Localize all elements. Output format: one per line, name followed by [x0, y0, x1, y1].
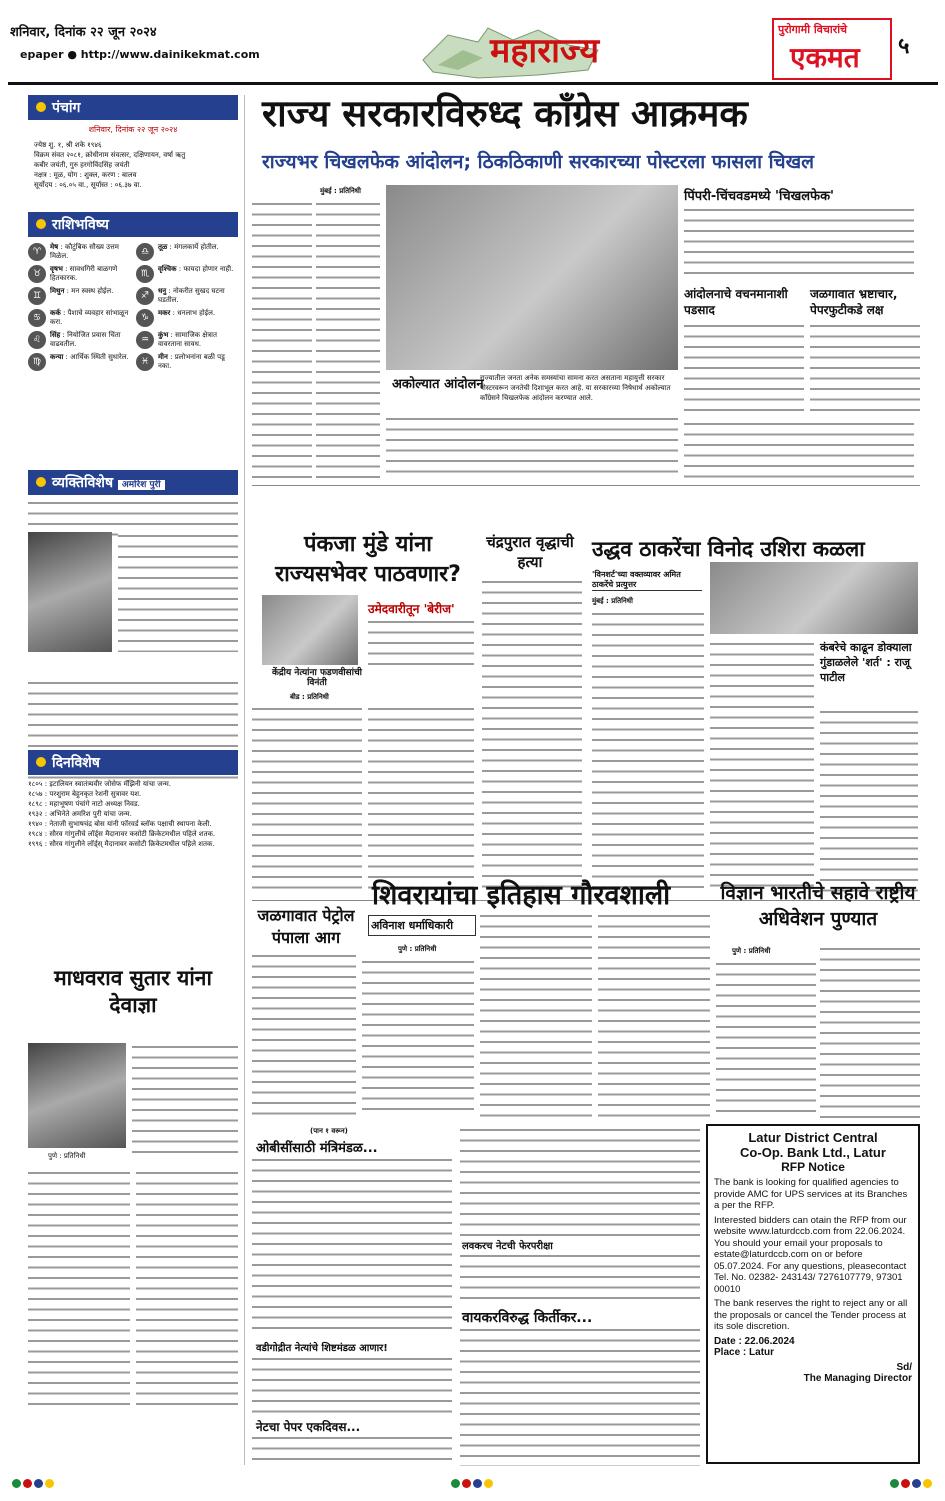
shivaray-text-1 — [362, 958, 474, 1118]
panchang-item: नक्षत्र : मूळ, योग : शुक्ल, करण : बालव — [34, 171, 137, 179]
petrol-headline: जळगावात पेट्रोल पंपाला आग — [257, 906, 355, 947]
zodiac-icon: ♑ — [136, 309, 154, 327]
registration-dot — [890, 1479, 899, 1488]
dinvishesh-item: १९३२ : अभिनेते अमरिश पुरी यांचा जन्म. — [28, 810, 132, 818]
obc-sub2: नेटचा पेपर एकदिवस... — [256, 1420, 361, 1434]
registration-dot — [901, 1479, 910, 1488]
dinvishesh-item: १९८४ : सौरव गांगुलीचे लॉर्ड्स मैदानावर कसोटी क्रिकेटमधील पहिले शतक. — [28, 830, 216, 838]
ad-title-2: Co-Op. Bank Ltd., Latur — [740, 1145, 886, 1160]
obc-text-6 — [460, 1326, 700, 1466]
obc-text-4 — [460, 1126, 700, 1236]
footer-registration-marks — [12, 1478, 932, 1488]
rashi-item: ♊ मिथुन : मन स्वस्थ होईल. — [28, 287, 130, 305]
dinvishesh-heading: दिनविशेष — [28, 750, 238, 775]
paper-name: एकमत — [790, 41, 860, 74]
raju-patil-text — [820, 708, 918, 894]
zodiac-icon: ♒ — [136, 331, 154, 349]
section-rule — [252, 485, 920, 486]
panchang-item: विक्रम संवत २०८१, क्रोधीनाम संवत्सर, दक्षिणायन, वर्षा ऋतु — [34, 151, 186, 159]
ad-para-3: The bank reserves the right to reject any or all the proposals or cancel the Tender process at its sole discretion. — [714, 1298, 908, 1332]
obc-text-2 — [252, 1355, 452, 1415]
registration-dot — [912, 1479, 921, 1488]
obituary-section — [28, 965, 238, 1160]
shivaray-text-3 — [598, 912, 710, 1118]
registration-dot — [923, 1479, 932, 1488]
rashi-item: ♌ सिंह : नियोजित प्रवास चिंता वाढवतील. — [28, 331, 130, 349]
shivaray-text-2 — [480, 912, 592, 1118]
sun-icon — [36, 102, 46, 112]
pankaja-kicker-text — [368, 618, 474, 666]
paper-tagline: पुरोगामी विचारांचे — [778, 23, 848, 36]
dinvishesh-section — [28, 750, 238, 849]
panchang-date: शनिवार, दिनांक २२ जून २०२४ — [88, 125, 178, 134]
rashi-item: ♉ वृषभ : सावधगिरी बाळगणे हितकारक. — [28, 265, 130, 283]
rashi-item: ♐ धनु : नोकरीत सुखद घटना घडतील. — [136, 287, 238, 305]
pankaja-text-2 — [368, 705, 474, 895]
registration-dot — [484, 1479, 493, 1488]
shivaray-byline: पुणे : प्रतिनिधी — [398, 945, 437, 953]
dinvishesh-item: १९४० : नेताजी सुभाषचंद्र बोस यांनी फॉरवर्ड ब्लॉक पक्षाची स्थापना केली. — [28, 820, 212, 828]
column-divider — [244, 95, 245, 1465]
photo-caption: राज्यातील जनता अनेक समस्यांचा सामना करत असताना महायुत्ती सरकार पोस्टरवरून जनतेची दिशाभूल करत आहे. या सरकारच्या निषेधार्थ अकोल्यात काँग्रेसने चिखलफेक आंदोलन करण्यात आले. — [480, 374, 671, 402]
uddhav-text-2 — [710, 640, 814, 894]
bank-rfp-ad — [706, 1124, 920, 1464]
chandrapur-text — [482, 578, 582, 894]
registration-dot-group — [12, 1479, 54, 1488]
page-number: ५ — [898, 34, 910, 59]
politicians-photo — [710, 562, 918, 634]
panchang-heading: पंचांग — [28, 95, 238, 120]
masthead-title: महाराज्य — [490, 31, 600, 71]
obituary-headline: माधवराव सुतार यांना देवाज्ञा — [54, 966, 212, 1017]
andolan-text — [684, 322, 804, 418]
vidnyan-text-2 — [820, 945, 920, 1120]
main-headline: राज्य सरकारविरुध्द काँग्रेस आक्रमक — [262, 92, 748, 135]
uddhav-text-1 — [592, 610, 704, 894]
photo-caption-title: अकोल्यात आंदोलन — [392, 377, 484, 392]
main-text-3 — [386, 415, 678, 479]
dinvishesh-item: १८०५ : इटालियन स्वातंत्र्यवीर जोसेफ मॅझिनी यांचा जन्म. — [28, 780, 172, 788]
rashi-item: ♓ मीन : प्रलोभनांना बळी पडू नका. — [136, 353, 238, 371]
panchang-section — [28, 95, 238, 190]
main-byline: मुंबई : प्रतिनिधी — [320, 187, 361, 195]
dinvishesh-item: १९९६ : सौरव गांगुलीने लॉर्ड्स्‌ मैदानावर कसोटी क्रिकेटमधील पहिले शतक. — [28, 840, 215, 848]
person-icon — [36, 477, 46, 487]
obituary-text-3 — [136, 1169, 238, 1409]
zodiac-icon: ♓ — [136, 353, 154, 371]
andolan-headline: आंदोलनाचे वचनमानाशी पडसाद — [684, 287, 788, 317]
vidnyan-byline: पुणे : प्रतिनिधी — [732, 947, 771, 955]
obc-text-1 — [252, 1156, 452, 1336]
zodiac-icon: ♉ — [28, 265, 46, 283]
panchang-item: ज्येष्ठ शु. १, श्री शके १९४६ — [34, 141, 102, 149]
shivaray-author: अविनाश धर्माधिकारी — [368, 915, 476, 936]
obc-sub1: वडीगोद्रीत नेत्यांचे शिष्टमंडळ आणार! — [256, 1343, 388, 1354]
obc-text-5 — [460, 1252, 700, 1306]
zodiac-icon: ♊ — [28, 287, 46, 305]
ad-para-2: Interested bidders can otain the RFP from our website www.laturdccb.com from 22.06.2024. You should your email your proposals to estate@laturdccb.com on or before 05.07.2024. For any questions, pleasecontact Tel. No. 02382- 243143/ 7276107779, 97301 00010 — [714, 1214, 907, 1295]
zodiac-icon: ♈ — [28, 243, 46, 261]
main-text-2 — [316, 200, 380, 478]
amrish-puri-photo — [28, 532, 112, 652]
obc-sub3: लवकरच नेटची फेरपरीक्षा — [462, 1241, 553, 1252]
pimpri-headline: पिंपरी-चिंचवडमध्ये 'चिखलफेक' — [684, 189, 835, 204]
pankaja-photo — [262, 595, 358, 665]
zodiac-icon: ♎ — [136, 243, 154, 261]
obituary-byline: पुणे : प्रतिनिधी — [48, 1152, 86, 1160]
registration-dot — [462, 1479, 471, 1488]
zodiac-icon: ♌ — [28, 331, 46, 349]
rashi-item: ♑ मकर : धनलाभ होईल. — [136, 309, 238, 327]
registration-dot-group — [451, 1479, 493, 1488]
registration-dot — [473, 1479, 482, 1488]
pankaja-text-1 — [252, 705, 362, 895]
zodiac-icon: ♋ — [28, 309, 46, 327]
jalgaon-text — [810, 322, 920, 418]
rashi-heading: राशिभविष्य — [28, 212, 238, 237]
vyakti-name: अमरिश पुरी — [118, 480, 165, 490]
registration-dot — [34, 1479, 43, 1488]
registration-dot — [23, 1479, 32, 1488]
star-icon — [36, 219, 46, 229]
ad-sign-1: Sd/ — [896, 1361, 912, 1373]
vidnyan-headline: विज्ञान भारतीचे सहावे राष्ट्रीय अधिवेशन पुण्यात — [720, 882, 916, 930]
obituary-text-1 — [132, 1043, 238, 1161]
panchang-item: कबीर जयंती, गुरु हरगोविंदसिंह जयंती — [34, 161, 130, 169]
pankaja-byline: बीड : प्रतिनिधी — [290, 693, 329, 701]
rashi-item: ♈ मेष : कौटुंबिक सौख्य उत्तम मिळेल. — [28, 243, 130, 261]
pimpri-text — [684, 206, 914, 276]
header-rule — [8, 82, 938, 85]
dinvishesh-item: १८५७ : परशुराम बेहुनकृत रेशनी सुत्रावर यश. — [28, 790, 142, 798]
pankaja-headline: पंकजा मुंडे यांना राज्यसभेवर पाठवणार? — [275, 532, 461, 587]
dinvishesh-item: १८९८ : महाभूषण पंचांगे नाटो अध्यक्ष निवड. — [28, 800, 140, 808]
calendar-icon — [36, 757, 46, 767]
madhavrao-photo — [28, 1043, 126, 1148]
zodiac-icon: ♍ — [28, 353, 46, 371]
ad-para-1: The bank is looking for qualified agencies to provide AMC for UPS services at its Branches a per the RFP. — [714, 1177, 908, 1211]
raju-patil-headline: कंबरेचे काढून डोक्याला गुंडाळलेले 'शर्त' : राजू पाटील — [820, 641, 912, 684]
ad-sign-2: The Managing Director — [803, 1372, 912, 1384]
registration-dot — [45, 1479, 54, 1488]
rashi-item: ♎ तूळ : मंगलकार्ये होतील. — [136, 243, 238, 261]
rashi-section — [28, 212, 238, 371]
shivaray-headline: शिवरायांचा इतिहास गौरवशाली — [372, 880, 671, 911]
zodiac-icon: ♏ — [136, 265, 154, 283]
ad-notice: RFP Notice — [781, 1160, 845, 1174]
issue-date: शनिवार, दिनांक २२ जून २०२४ — [10, 25, 157, 40]
vyakti-section — [28, 470, 238, 779]
vyakti-heading: व्यक्तिविशेष अमरिश पुरी — [28, 470, 238, 495]
vidnyan-text-1 — [716, 960, 816, 1120]
petrol-text — [252, 952, 356, 1118]
uddhav-headline: उद्धव ठाकरेंचा विनोद उशिरा कळला — [592, 537, 865, 561]
registration-dot — [451, 1479, 460, 1488]
obc-headline: ओबीसींसाठी मंत्रिमंडळ... — [256, 1141, 378, 1156]
main-text-1 — [252, 200, 312, 478]
rashi-item: ♒ कुंभ : सामाजिक क्षेत्रात वावरताना सावध. — [136, 331, 238, 349]
obc-text-3 — [252, 1434, 452, 1464]
registration-dot — [12, 1479, 21, 1488]
pankaja-kicker: उमेदवारीतून 'बेरीज' — [368, 602, 455, 616]
chandrapur-headline: चंद्रपुरात वृद्धाची हत्या — [486, 533, 574, 571]
rashi-grid — [28, 243, 238, 371]
ad-date: Date : 22.06.2024 — [714, 1335, 795, 1347]
zodiac-icon: ♐ — [136, 287, 154, 305]
jalgaon-headline: जळगावात भ्रष्टाचार, पेपरफुटीकडे लक्ष — [810, 287, 898, 317]
uddhav-byline: मुंबई : प्रतिनिधी — [592, 597, 633, 605]
main-subheadline: राज्यभर चिखलफेक आंदोलन; ठिकठिकाणी सरकारच्या पोस्टरला फासला चिखल — [262, 151, 815, 173]
panchang-item: सूर्योदय : ०६.०५ वा., सूर्यास्त : ०६.३७ वा. — [34, 181, 142, 189]
pankaja-caption: केंद्रीय नेत्यांना फडणवीसांची विनंती — [271, 668, 363, 688]
rashi-item: ♏ वृश्चिक : फायदा होणार नाही. — [136, 265, 238, 283]
registration-dot-group — [890, 1479, 932, 1488]
side-text — [684, 420, 914, 478]
rashi-item: ♋ कर्क : पैशाचे व्यवहार सांभाळून करा. — [28, 309, 130, 327]
obc-sub4: वायकरविरुद्ध किर्तीकर... — [462, 1310, 593, 1326]
ad-place: Place : Latur — [714, 1346, 775, 1358]
obituary-text-2 — [28, 1169, 130, 1409]
akola-protest-photo — [386, 185, 678, 370]
rashi-item: ♍ कन्या : आर्थिक स्थिती सुधारेल. — [28, 353, 130, 371]
vyakti-text-2 — [118, 532, 238, 652]
obc-kicker: (पान १ वरून) — [310, 1127, 348, 1135]
uddhav-kicker: 'विनशर्ट'च्या वक्तव्यावर अमित ठाकरेंचे प्रत्युत्तर — [592, 570, 702, 591]
ad-title-1: Latur District Central — [748, 1130, 878, 1145]
epaper-url[interactable]: epaper ● http://www.dainikekmat.com — [20, 48, 260, 61]
